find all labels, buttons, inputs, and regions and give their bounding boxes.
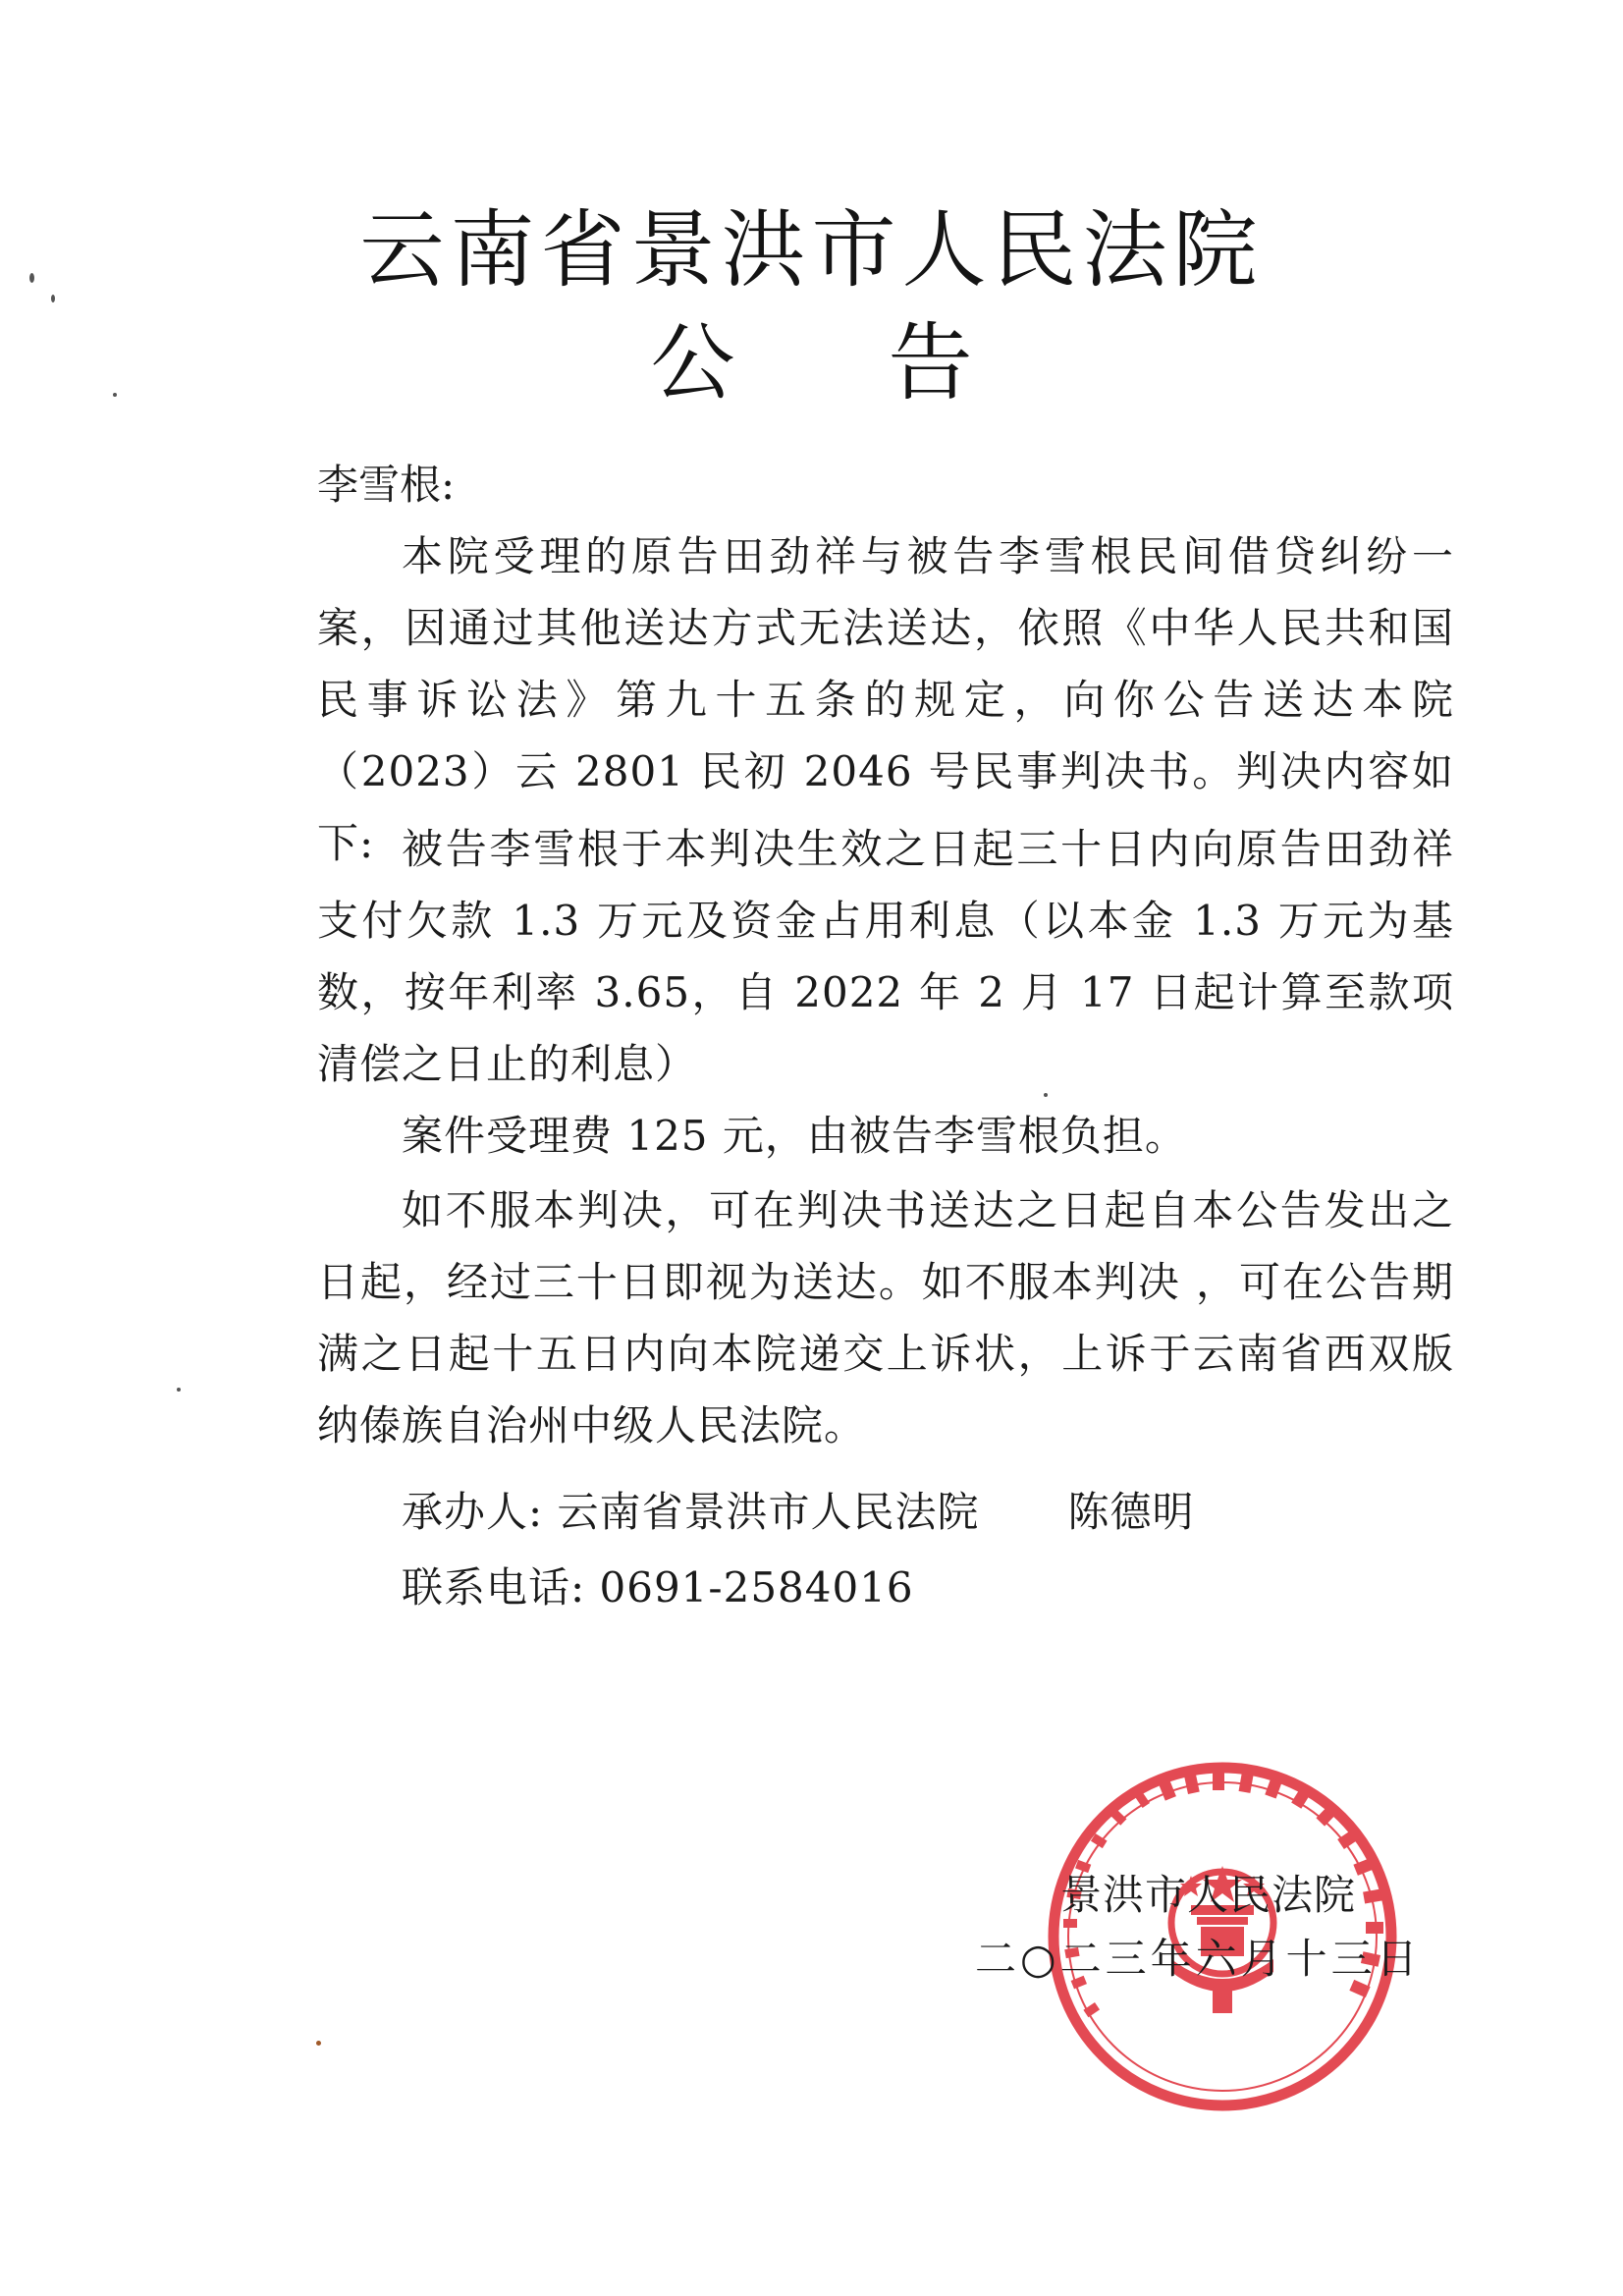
scan-speck — [113, 393, 117, 397]
appeal-paragraph: 如不服本判决，可在判决书送达之日起自本公告发出之日起，经过三十日即视为送达。如不服本判决 ，可在公告期满之日起十五日内向本院递交上诉状，上诉于云南省西双版纳傣族自治州中级人民法院。 — [317, 1186, 1454, 1449]
addressee: 李雪根: — [317, 461, 456, 509]
notice-title-char-1: 公 — [650, 314, 735, 412]
scan-speck — [29, 273, 34, 283]
fee-paragraph: 案件受理费 125 元，由被告李雪根负担。 — [402, 1112, 1187, 1160]
scan-speck — [177, 1388, 181, 1392]
signature-court: 景洪市人民法院 — [1060, 1871, 1357, 1919]
scan-speck — [316, 2041, 321, 2046]
phone-number: 0691-2584016 — [599, 1563, 914, 1612]
notice-title-char-2: 告 — [888, 314, 973, 412]
signature-date: 二○二三年六月十三日 — [975, 1935, 1422, 1983]
phone-line — [402, 1557, 914, 1619]
scan-speck — [51, 295, 55, 302]
court-title: 云南省景洪市人民法院 — [359, 201, 1264, 300]
judgment-paragraph: 被告李雪根于本判决生效之日起三十日内向原告田劲祥支付欠款 1.3 万元及资金占用利息（以本金 1.3 万元为基数，按年利率 3.65，自 2022 年 2 月 17 日起计算至款项清偿之日止的利息） — [317, 825, 1454, 1088]
case-intro-paragraph: 本院受理的原告田劲祥与被告李雪根民间借贷纠纷一案，因通过其他送达方式无法送达，依照《中华人民共和国民事诉讼法》第九十五条的规定，向你公告送达本院（2023）云 2801 民初 2046 号民事判决书。判决内容如下: — [317, 532, 1454, 867]
handler-line — [402, 1481, 1195, 1544]
notice-title — [0, 309, 1623, 417]
scan-speck — [1044, 1093, 1048, 1097]
phone-label: 联系电话: — [402, 1563, 586, 1612]
handler-org: 云南省景洪市人民法院 — [557, 1488, 980, 1536]
handler-name: 陈德明 — [1067, 1488, 1195, 1536]
handler-label: 承办人: — [402, 1488, 544, 1536]
